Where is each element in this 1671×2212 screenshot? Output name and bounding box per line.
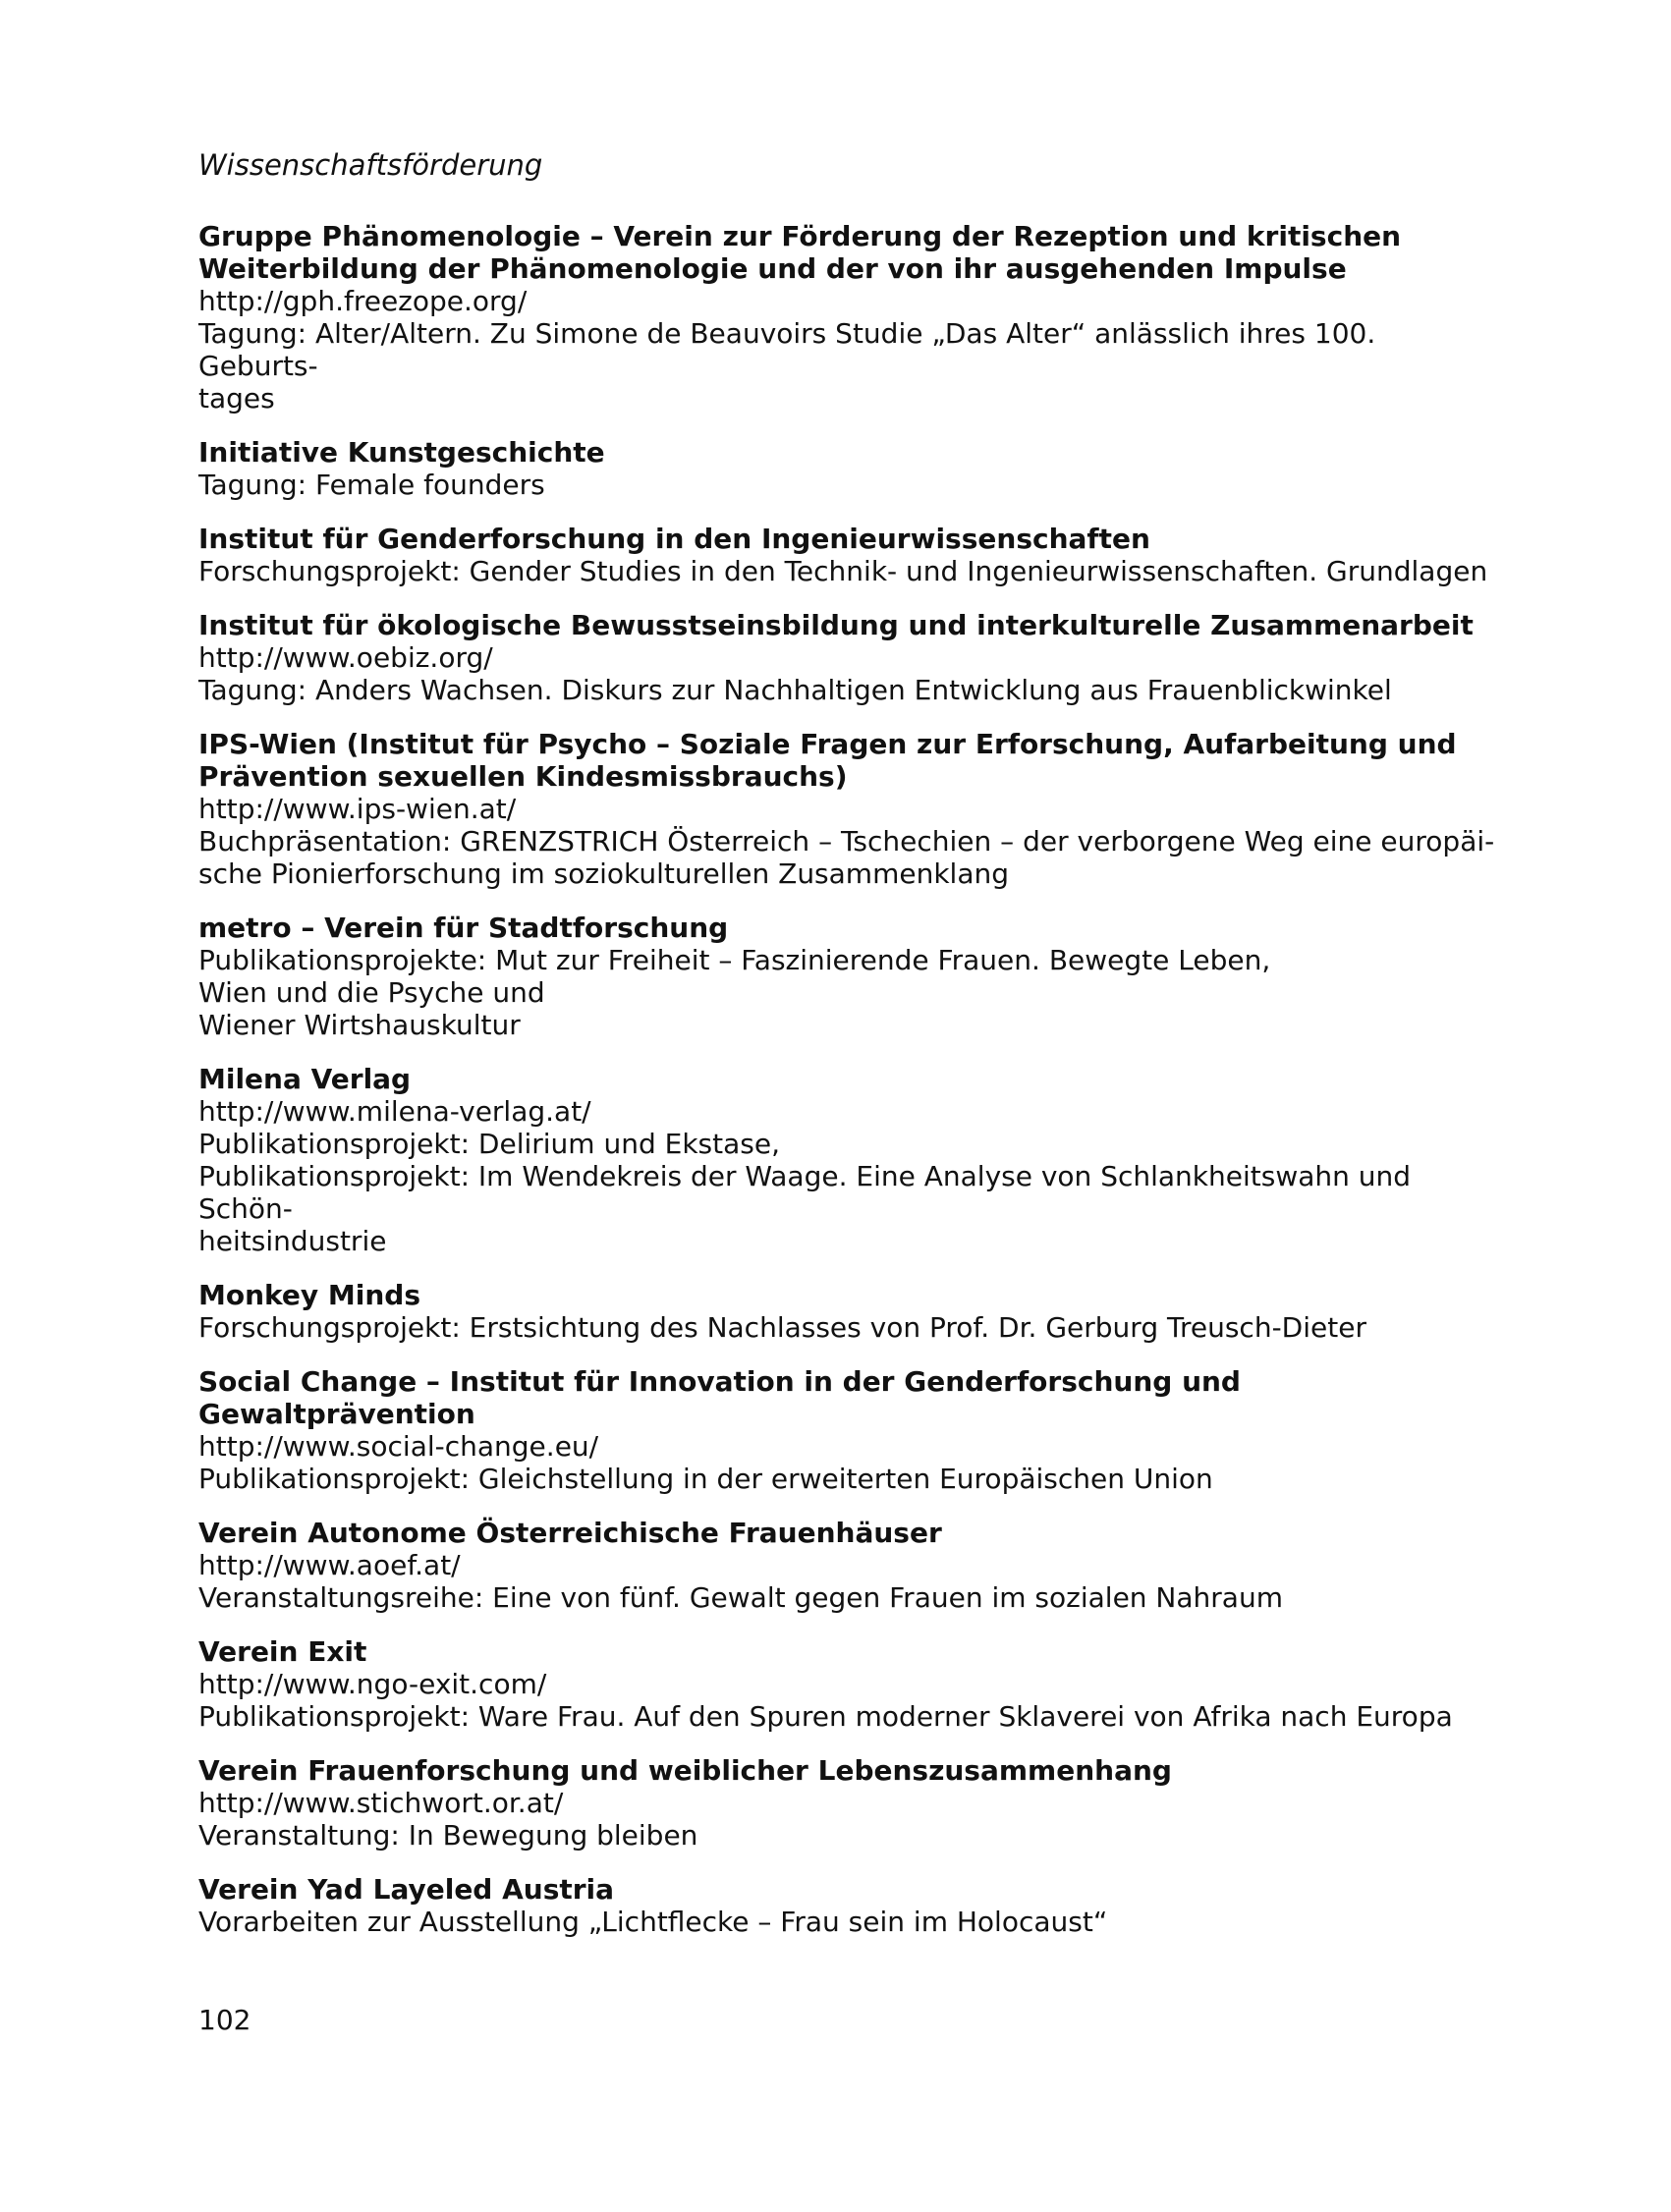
- entry-title: metro – Verein für Stadtforschung: [198, 912, 729, 944]
- entry-title: Prävention sexuellen Kindesmissbrauchs): [198, 760, 848, 793]
- list-item: [198, 1873, 1495, 1938]
- entry-title: Verein Autonome Österreichische Frauenhäuser: [198, 1517, 942, 1549]
- list-item: [198, 1635, 1495, 1733]
- entry-title: Initiative Kunstgeschichte: [198, 436, 605, 469]
- entry-description: sche Pionierforschung im soziokulturellen Zusammenklang: [198, 857, 1010, 890]
- entry-url[interactable]: http://www.aoef.at/: [198, 1549, 461, 1581]
- entry-title: Verein Yad Layeled Austria: [198, 1873, 615, 1906]
- list-item: [198, 1517, 1495, 1614]
- entry-title: Institut für ökologische Bewusstseinsbildung und interkulturelle Zusammenarbeit: [198, 609, 1474, 641]
- list-item: [198, 220, 1495, 415]
- entry-description: Publikationsprojekt: Im Wendekreis der Waage. Eine Analyse von Schlankheitswahn und Schön-: [198, 1160, 1412, 1225]
- entry-description: Buchpräsentation: GRENZSTRICH Österreich – Tschechien – der verborgene Weg eine europäi-: [198, 825, 1495, 857]
- entry-title: Social Change – Institut für Innovation in der Genderforschung und Gewaltprävention: [198, 1365, 1241, 1430]
- entry-description: Tagung: Female founders: [198, 469, 545, 501]
- entry-url[interactable]: http://www.oebiz.org/: [198, 641, 493, 674]
- entry-title: Verein Exit: [198, 1635, 367, 1668]
- entry-description: Publikationsprojekt: Delirium und Ekstase,: [198, 1128, 780, 1160]
- entry-url[interactable]: http://gph.freezope.org/: [198, 285, 528, 317]
- section-title: Wissenschaftsförderung: [198, 148, 543, 182]
- entry-url[interactable]: http://www.milena-verlag.at/: [198, 1095, 591, 1128]
- entry-description: heitsindustrie: [198, 1225, 387, 1257]
- entry-title: Milena Verlag: [198, 1063, 412, 1095]
- entry-description: Publikationsprojekte: Mut zur Freiheit – Faszinierende Frauen. Bewegte Leben,: [198, 944, 1271, 976]
- list-item: [198, 1279, 1495, 1344]
- entry-description: Publikationsprojekt: Ware Frau. Auf den Spuren moderner Sklaverei von Afrika nach Europa: [198, 1700, 1453, 1733]
- entry-title: Gruppe Phänomenologie – Verein zur Förderung der Rezeption und kritischen: [198, 220, 1402, 252]
- entry-description: Publikationsprojekt: Gleichstellung in der erweiterten Europäischen Union: [198, 1463, 1213, 1495]
- list-item: [198, 1754, 1495, 1852]
- entry-url[interactable]: http://www.social-change.eu/: [198, 1430, 599, 1463]
- entry-url[interactable]: http://www.stichwort.or.at/: [198, 1787, 564, 1819]
- entry-title: IPS-Wien (Institut für Psycho – Soziale Fragen zur Erforschung, Aufarbeitung und: [198, 728, 1457, 760]
- entry-title: Monkey Minds: [198, 1279, 420, 1311]
- entry-description: Veranstaltungsreihe: Eine von fünf. Gewalt gegen Frauen im sozialen Nahraum: [198, 1581, 1283, 1614]
- entry-title: Institut für Genderforschung in den Ingenieurwissenschaften: [198, 523, 1150, 555]
- entry-description: tages: [198, 382, 275, 415]
- document-page: [198, 147, 1495, 1960]
- entry-title: Verein Frauenforschung und weiblicher Lebenszusammenhang: [198, 1754, 1172, 1787]
- page-number: 102: [198, 2004, 251, 2036]
- entry-title: Weiterbildung der Phänomenologie und der von ihr ausgehenden Impulse: [198, 252, 1347, 285]
- entry-description: Vorarbeiten zur Ausstellung „Lichtflecke – Frau sein im Holocaust“: [198, 1906, 1108, 1938]
- entry-url[interactable]: http://www.ngo-exit.com/: [198, 1668, 547, 1700]
- list-item: [198, 1063, 1495, 1257]
- list-item: [198, 728, 1495, 890]
- entry-description: Wien und die Psyche und: [198, 976, 545, 1009]
- list-item: [198, 436, 1495, 501]
- entry-description: Forschungsprojekt: Gender Studies in den Technik- und Ingenieurwissenschaften. Grundlagen: [198, 555, 1488, 587]
- list-item: [198, 1365, 1495, 1495]
- entry-url[interactable]: http://www.ips-wien.at/: [198, 793, 517, 825]
- list-item: [198, 523, 1495, 587]
- entry-description: Tagung: Anders Wachsen. Diskurs zur Nachhaltigen Entwicklung aus Frauenblickwinkel: [198, 674, 1392, 706]
- entry-list: [198, 220, 1495, 1938]
- entry-description: Veranstaltung: In Bewegung bleiben: [198, 1819, 698, 1852]
- entry-description: Tagung: Alter/Altern. Zu Simone de Beauvoirs Studie „Das Alter“ anlässlich ihres 100. Geburts-: [198, 317, 1376, 382]
- entry-description: Forschungsprojekt: Erstsichtung des Nachlasses von Prof. Dr. Gerburg Treusch-Dieter: [198, 1311, 1366, 1344]
- list-item: [198, 912, 1495, 1041]
- entry-description: Wiener Wirtshauskultur: [198, 1009, 521, 1041]
- list-item: [198, 609, 1495, 706]
